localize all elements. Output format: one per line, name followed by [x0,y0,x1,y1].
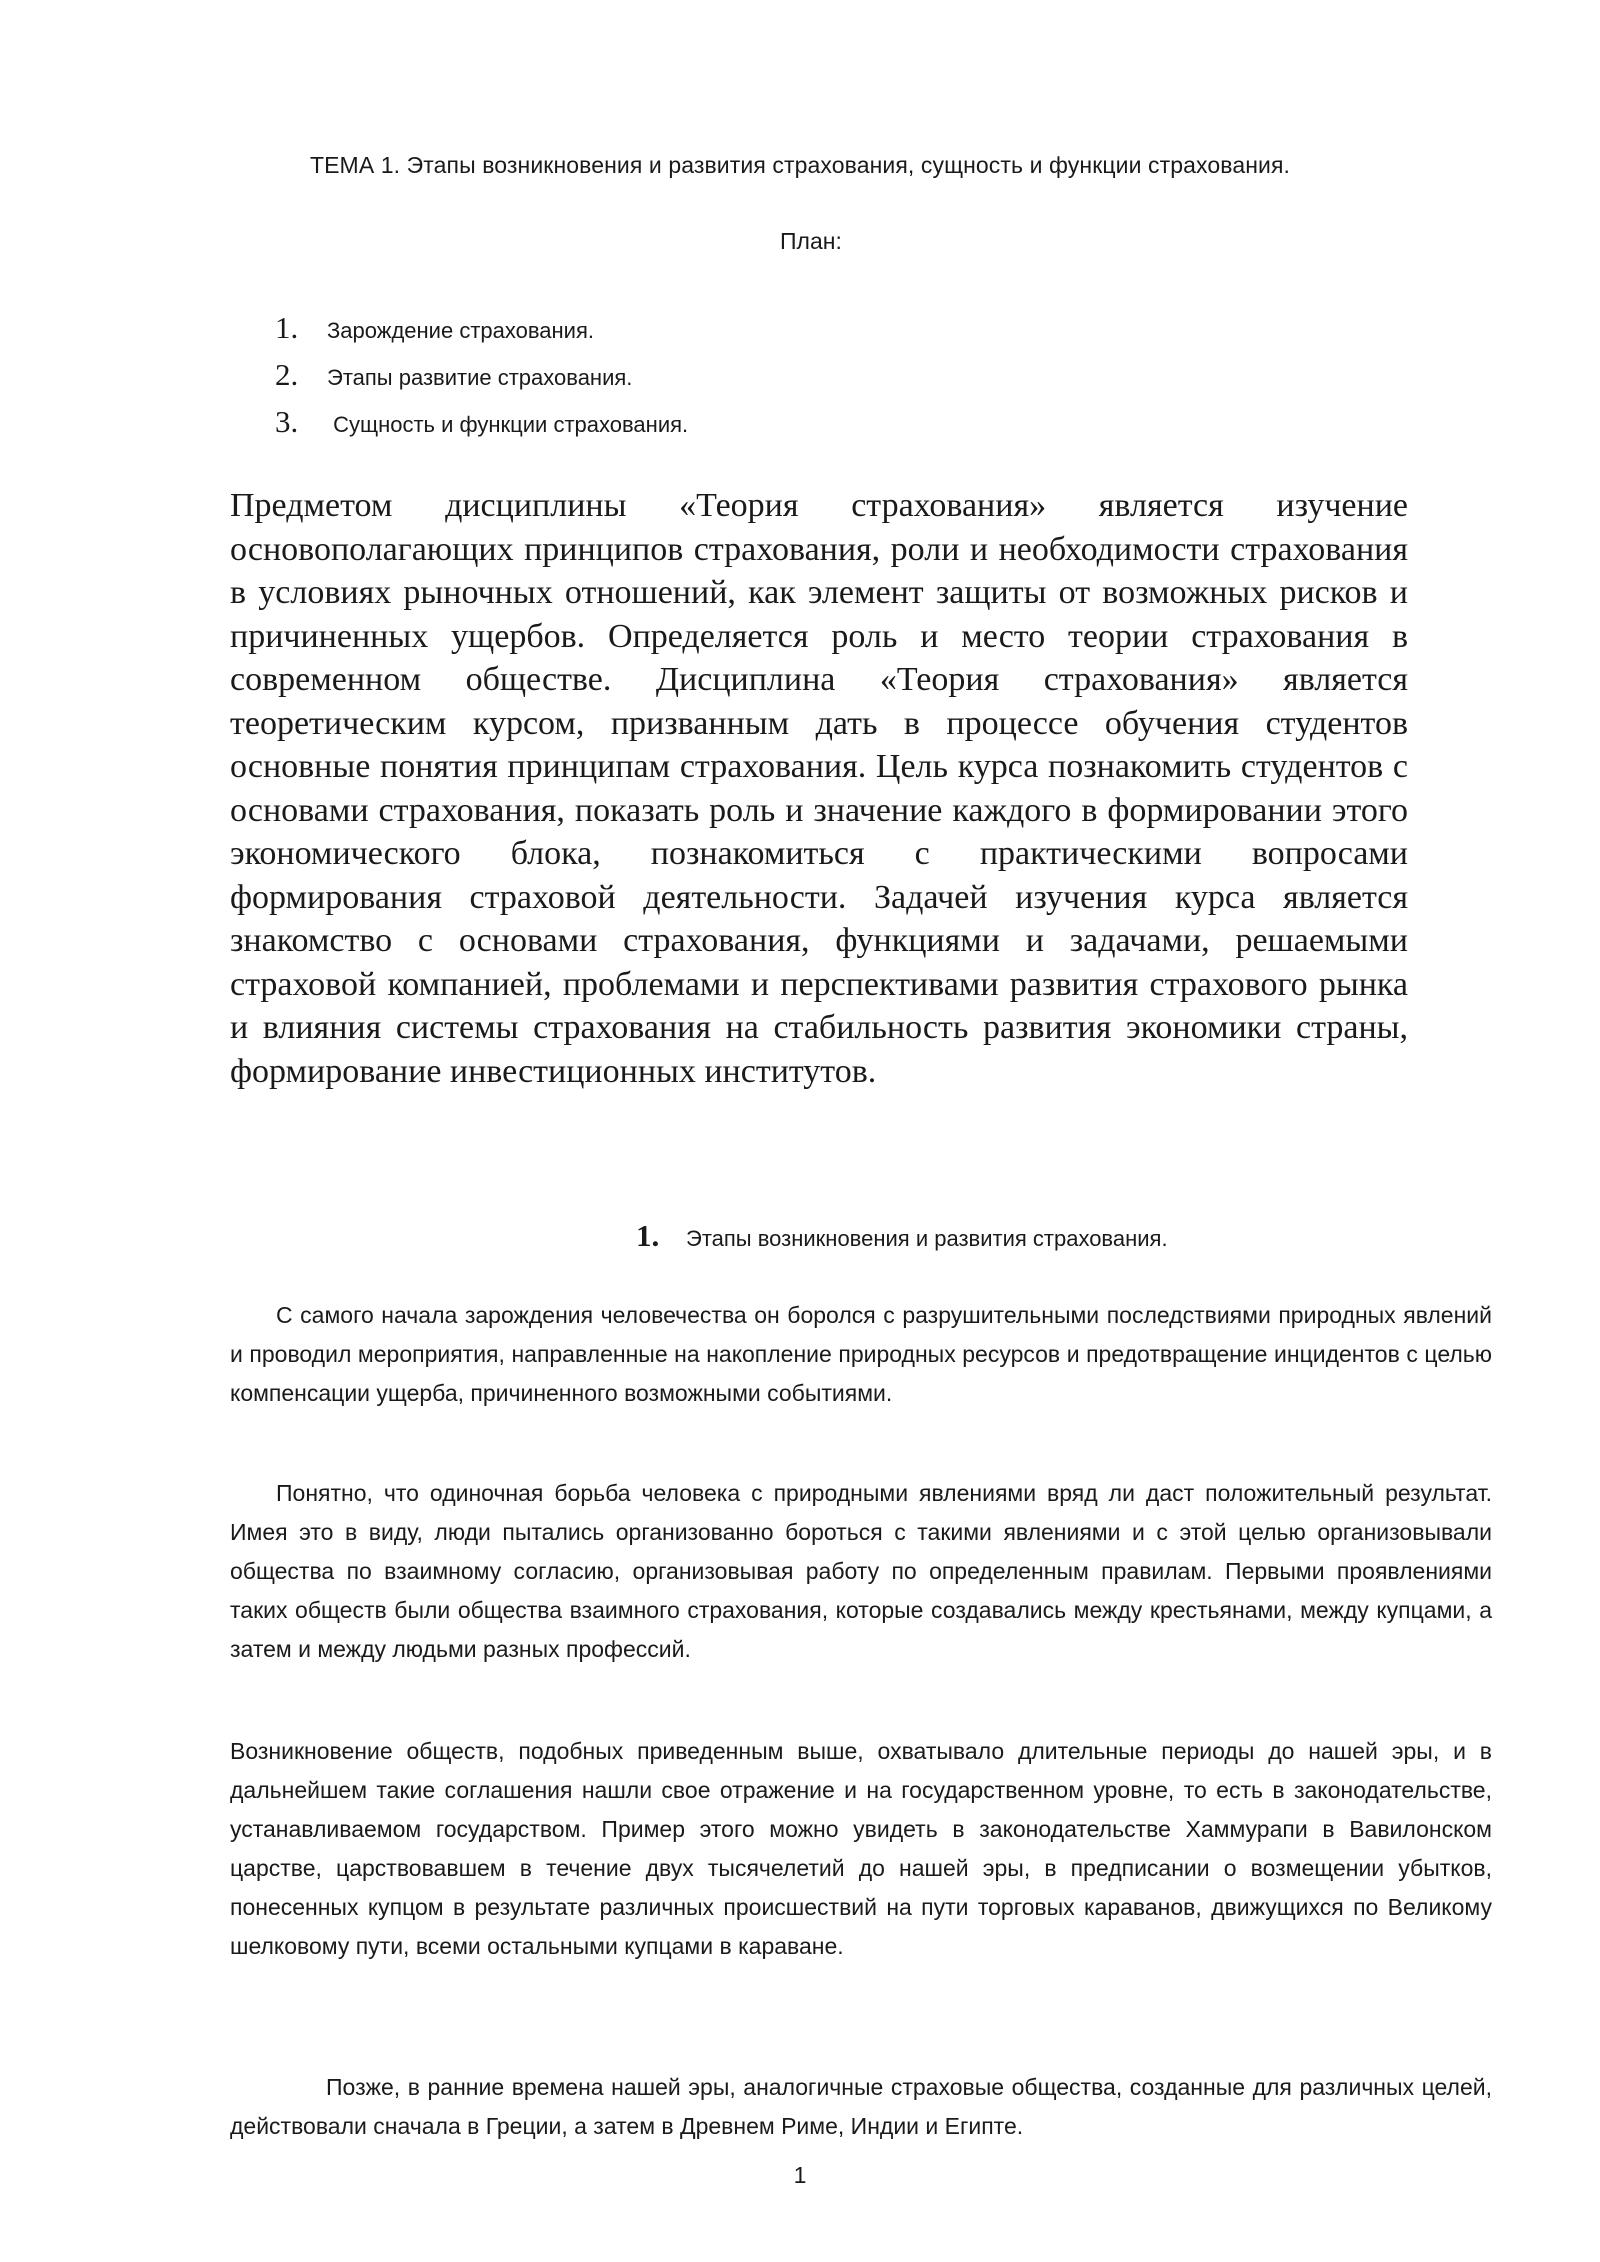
plan-item [275,310,688,357]
document-title: ТЕМА 1. Этапы возникновения и развития страхования, сущность и функции страхования. [309,152,1291,178]
plan-list [275,310,688,451]
plan-label: План: [780,228,842,254]
intro-paragraph: Предметом дисциплины «Теория страхования» является изучение основополагающих принципов страхования, роли и необходимости страхования в условиях рыночных отношений, как элемент защиты от возможных рисков и причиненных ущербов. Определяется роль и место теории страхования в современном обществе. Дисциплина «Теория страхования» является теоретическим курсом, призванным дать в процессе обучения студентов основные понятия принципам страхования. Цель курса познакомить студентов с основами страхования, показать роль и значение каждого в формировании этого экономического блока, познакомиться с практическими вопросами формирования страховой деятельности. Задачей изучения курса является знакомство с основами страхования, функциями и задачами, решаемыми страховой компанией, проблемами и перспективами развития страхового рынка и влияния системы страхования на стабильность развития экономики страны, формирование инвестиционных институтов. [230,487,1408,1090]
section-title: Этапы возникновения и развития страхования. [686,1226,1168,1251]
plan-item-number: 1. [275,310,299,345]
body-paragraph: Позже, в ранние времена нашей эры, аналогичные страховые общества, созданные для различных целей, действовали сначала в Греции, а затем в Древнем Риме, Индии и Египте. [230,2074,1492,2139]
plan-item-text: Этапы развитие страхования. [327,365,633,390]
section-number: 1. [636,1218,660,1253]
plan-item [275,357,688,404]
section-heading [636,1218,1168,1254]
plan-item-number: 2. [275,357,299,392]
plan-item [275,404,688,451]
body-paragraph: С самого начала зарождения человечества он боролся с разрушительными последствиями природных явлений и проводил мероприятия, направленные на накопление природных ресурсов и предотвращение инцидентов с целью компенсации ущерба, причиненного возможными событиями. [230,1302,1492,1406]
plan-item-text: Зарождение страхования. [327,318,594,343]
page-number: 1 [793,2162,807,2188]
body-paragraph: Понятно, что одиночная борьба человека с природными явлениями вряд ли даст положительный результат. Имея это в виду, люди пытались организованно бороться с такими явлениями и с этой целью организовывали общества по взаимному согласию, организовывая работу по определенным правилам. Первыми проявлениями таких обществ были общества взаимного страхования, которые создавались между крестьянами, между купцами, а затем и между людьми разных профессий. [230,1480,1492,1662]
plan-item-number: 3. [275,404,299,439]
body-paragraph: Возникновение обществ, подобных приведенным выше, охватывало длительные периоды до нашей эры, и в дальнейшем такие соглашения нашли свое отражение и на государственном уровне, то есть в законодательстве, устанавливаемом государством. Пример этого можно увидеть в законодательстве Хаммурапи в Вавилонском царстве, царствовавшем в течение двух тысячелетий до нашей эры, в предписании о возмещении убытков, понесенных купцом в результате различных происшествий на пути торговых караванов, движущихся по Великому шелковому пути, всеми остальными купцами в караване. [230,1738,1492,1959]
plan-item-text: Сущность и функции страхования. [327,412,689,437]
